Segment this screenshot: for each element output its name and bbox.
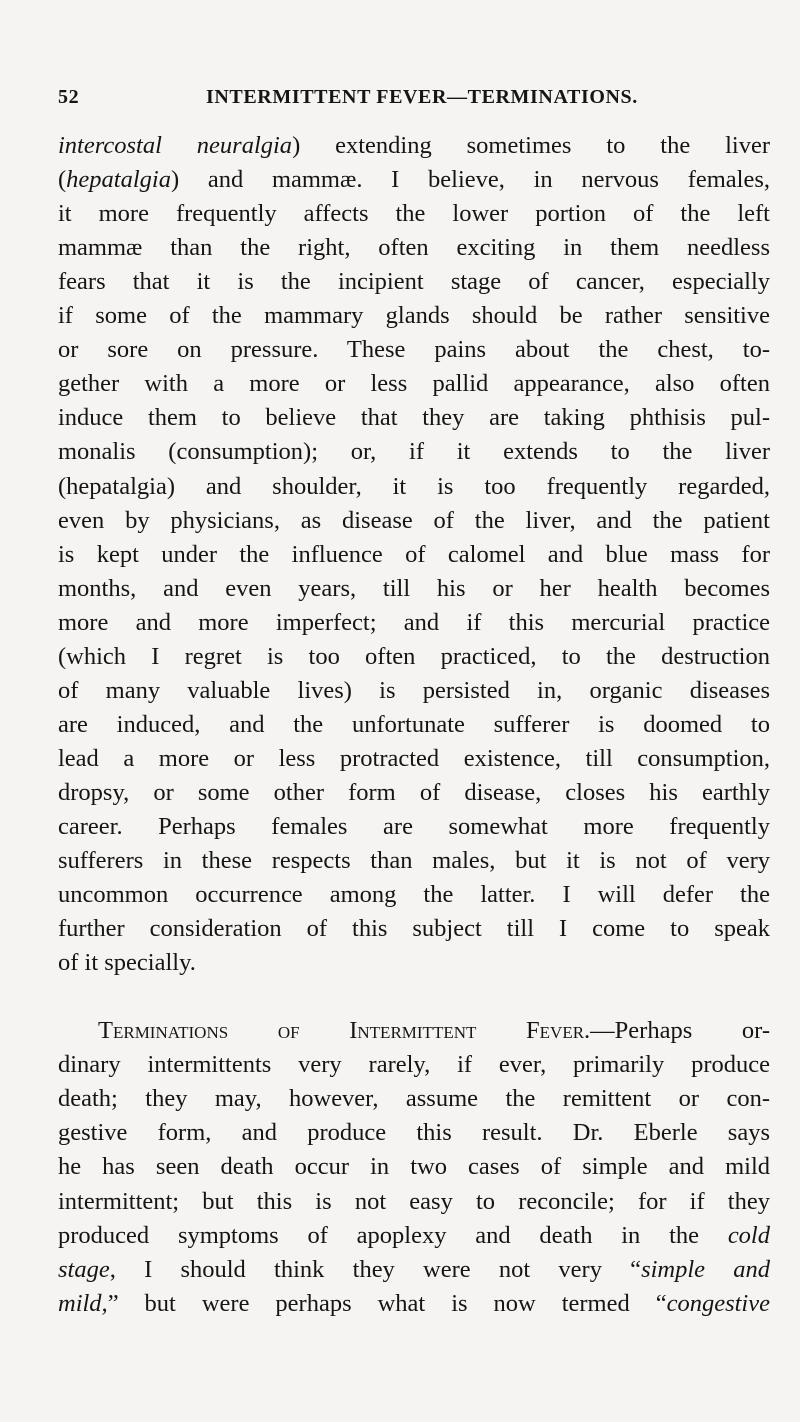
italic-text: hepatalgia: [66, 166, 171, 194]
text-line: [58, 197, 770, 230]
text-run: (which I regret is too often practiced, to the destruction: [58, 642, 770, 670]
text-line: [58, 810, 770, 843]
section-heading: Terminations of Intermittent Fever.: [98, 1017, 591, 1045]
text-run: he has seen death occur in two cases of simple and mild: [58, 1153, 770, 1181]
text-run: death; they may, however, assume the remittent or con-: [58, 1085, 770, 1113]
text-run: dropsy, or some other form of disease, closes his earthly: [58, 778, 770, 806]
text-run: if some of the mammary glands should be rather sensitive: [58, 302, 770, 330]
italic-text: simple and: [641, 1255, 770, 1283]
text-run: dinary intermittents very rarely, if ever, primarily produce: [58, 1051, 770, 1079]
text-line: [58, 1082, 770, 1115]
text-line: [58, 946, 770, 979]
text-line: [58, 708, 770, 741]
text-line: [58, 572, 770, 605]
text-run: ) and mammæ. I believe, in nervous females,: [170, 166, 770, 194]
text-line: [58, 333, 770, 366]
text-run: , I should think they were not very “: [109, 1255, 642, 1283]
italic-text: cold: [727, 1221, 770, 1249]
running-head: [58, 86, 758, 116]
text-run: (hepatalgia) and shoulder, it is too frequently regarded,: [58, 472, 770, 500]
text-run: months, and even years, till his or her health becomes: [58, 574, 770, 602]
text-run: —Perhaps or-: [590, 1017, 770, 1045]
text-run: uncommon occurrence among the latter. I will defer the: [58, 881, 770, 909]
italic-text: congestive: [666, 1289, 770, 1317]
text-line: [58, 129, 770, 162]
text-line: [58, 606, 770, 639]
text-run: more and more imperfect; and if this mercurial practice: [58, 608, 770, 636]
text-line: [58, 878, 770, 911]
text-run: are induced, and the unfortunate sufferer is doomed to: [58, 710, 770, 738]
text-line: [58, 163, 770, 196]
text-run: or sore on pressure. These pains about the chest, to-: [58, 336, 770, 364]
text-line: [58, 776, 770, 809]
text-line: [58, 1253, 770, 1286]
italic-text: stage: [58, 1255, 110, 1283]
text-run: further consideration of this subject till I come to speak: [58, 915, 770, 943]
text-line: [58, 231, 770, 264]
text-line: [58, 742, 770, 775]
text-line: [58, 1287, 770, 1320]
text-run: sufferers in these respects than males, but it is not of very: [58, 847, 770, 875]
text-line: [58, 912, 770, 945]
text-line: [58, 401, 770, 434]
text-run: gestive form, and produce this result. Dr. Eberle says: [58, 1119, 770, 1147]
text-run: of many valuable lives) is persisted in, organic diseases: [58, 676, 770, 704]
text-line: [58, 504, 770, 537]
text-line: [58, 1048, 770, 1081]
text-line: [58, 470, 770, 503]
text-line: [58, 1150, 770, 1183]
text-run: intermittent; but this is not easy to reconcile; for if they: [58, 1187, 770, 1215]
text-run: monalis (consumption); or, if it extends to the liver: [58, 438, 770, 466]
text-line: [58, 299, 770, 332]
text-line: [58, 367, 770, 400]
text-run: (: [58, 166, 67, 194]
text-line: [58, 674, 770, 707]
text-line: [58, 844, 770, 877]
text-run: fears that it is the incipient stage of cancer, especially: [58, 268, 770, 296]
page-number: 52: [58, 86, 80, 108]
text-line: [58, 1185, 770, 1218]
text-run: produced symptoms of apoplexy and death in the: [58, 1221, 728, 1249]
text-run: of it specially.: [58, 949, 196, 977]
text-line: [58, 1116, 770, 1149]
text-run: ) extending sometimes to the liver: [292, 132, 770, 159]
text-run: induce them to believe that they are taking phthisis pul-: [58, 404, 770, 432]
italic-text: mild,: [58, 1289, 108, 1317]
running-title: INTERMITTENT FEVER—TERMINATIONS.: [206, 86, 638, 108]
text-line: [58, 640, 770, 673]
text-run: mammæ than the right, often exciting in them needless: [58, 234, 770, 262]
italic-text: intercostal neuralgia: [58, 132, 293, 159]
text-run: ” but were perhaps what is now termed “: [107, 1289, 667, 1317]
text-line: [58, 1219, 770, 1252]
text-run: it more frequently affects the lower portion of the left: [58, 200, 770, 228]
text-run: gether with a more or less pallid appearance, also often: [58, 370, 770, 398]
text-run: career. Perhaps females are somewhat more frequently: [58, 813, 770, 840]
text-line: [58, 538, 770, 571]
text-run: even by physicians, as disease of the liver, and the patient: [58, 506, 770, 534]
text-run: is kept under the influence of calomel and blue mass for: [58, 540, 770, 568]
text-line: [58, 435, 770, 468]
text-line: [98, 1014, 770, 1047]
text-line: [58, 265, 770, 298]
text-run: lead a more or less protracted existence, till consumption,: [58, 744, 770, 772]
